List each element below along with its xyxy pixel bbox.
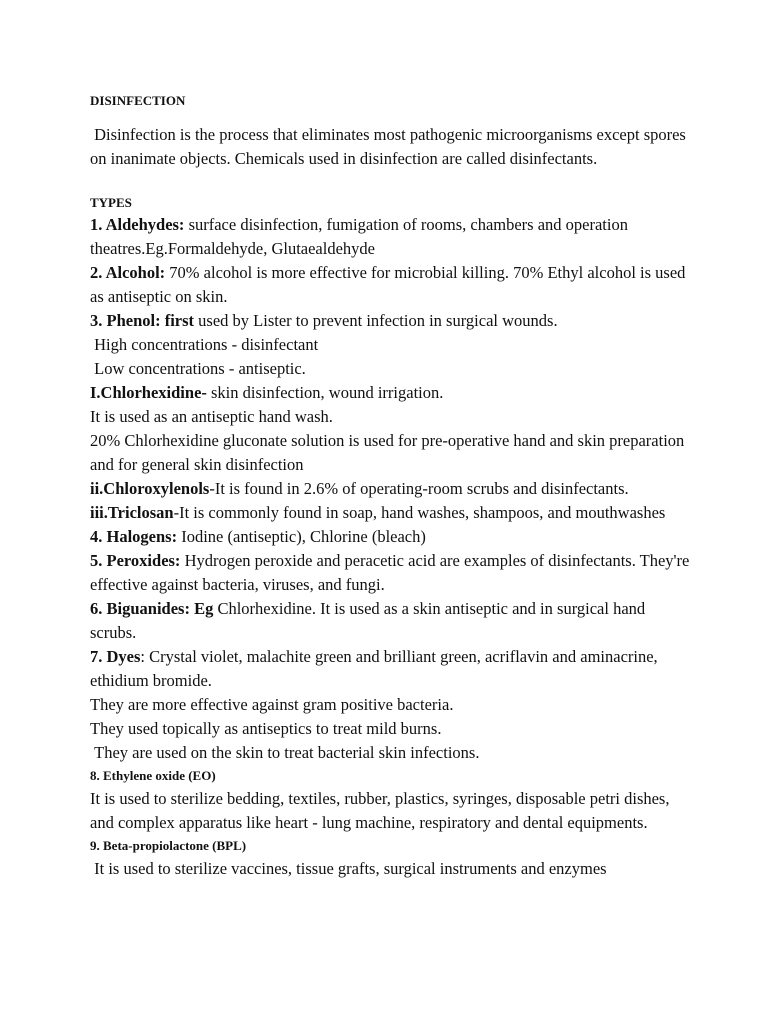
item-text: : Crystal violet, malachite green and brilliant green, acriflavin and aminacrine, ethidium bromide. [90, 647, 662, 690]
list-item [90, 597, 690, 645]
list-item [90, 717, 690, 741]
types-heading: TYPES [90, 195, 132, 210]
item-label: ii.Chloroxylenols [90, 479, 210, 498]
item-label: 2. Alcohol: [90, 263, 166, 282]
item-text: 20% Chlorhexidine gluconate solution is used for pre-operative hand and skin preparation and for general skin disinfection [90, 431, 689, 474]
section-text-ethylene-oxide: It is used to sterilize bedding, textiles, rubber, plastics, syringes, disposable petri dishes, and complex apparatus like heart - lung machine, respiratory and dental equipments. [90, 789, 674, 832]
list-item [90, 333, 690, 357]
item-text: -It is found in 2.6% of operating-room scrubs and disinfectants. [209, 479, 629, 498]
list-item [90, 357, 690, 381]
item-label: 7. Dyes [90, 647, 141, 666]
list-item [90, 213, 690, 261]
list-item [90, 477, 690, 501]
item-text: 70% alcohol is more effective for microbial killing. 70% Ethyl alcohol is used as antiseptic on skin. [90, 263, 690, 306]
item-label: 3. Phenol: first [90, 311, 195, 330]
item-text: High concentrations - disinfectant [90, 335, 319, 354]
list-item [90, 693, 690, 717]
item-text: They used topically as antiseptics to treat mild burns. [90, 719, 442, 738]
item-label: 4. Halogens: [90, 527, 178, 546]
list-item [90, 501, 690, 525]
section-heading-ethylene-oxide: 8. Ethylene oxide (EO) [90, 768, 216, 783]
list-item [90, 405, 690, 429]
section-text-beta-propiolactone: It is used to sterilize vaccines, tissue grafts, surgical instruments and enzymes [90, 859, 607, 878]
list-item [90, 261, 690, 309]
item-text: Hydrogen peroxide and peracetic acid are examples of disinfectants. They're effective against bacteria, viruses, and fungi. [90, 551, 694, 594]
intro-paragraph: Disinfection is the process that eliminates most pathogenic microorganisms except spores on inanimate objects. Chemicals used in disinfection are called disinfectants. [90, 125, 690, 168]
list-item [90, 429, 690, 477]
list-item [90, 525, 690, 549]
item-text: They are used on the skin to treat bacterial skin infections. [90, 743, 480, 762]
item-text: surface disinfection, fumigation of rooms, chambers and operation theatres.Eg.Formaldehyde, Glutaealdehyde [90, 215, 633, 258]
item-label: iii.Triclosan [90, 503, 174, 522]
item-label: 6. Biguanides: Eg [90, 599, 214, 618]
list-item [90, 309, 690, 333]
item-text: used by Lister to prevent infection in surgical wounds. [194, 311, 558, 330]
section-heading-beta-propiolactone: 9. Beta-propiolactone (BPL) [90, 838, 247, 853]
item-label: I.Chlorhexidine- [90, 383, 207, 402]
item-text: They are more effective against gram positive bacteria. [90, 695, 454, 714]
item-label: 1. Aldehydes: [90, 215, 185, 234]
item-text: skin disinfection, wound irrigation. [206, 383, 444, 402]
item-text: Low concentrations - antiseptic. [90, 359, 306, 378]
item-text: Iodine (antiseptic), Chlorine (bleach) [177, 527, 426, 546]
list-item [90, 549, 694, 597]
item-text: Chlorhexidine. It is used as a skin antiseptic and in surgical hand scrubs. [90, 599, 650, 642]
list-item [90, 645, 690, 693]
item-label: 5. Peroxides: [90, 551, 181, 570]
item-text: -It is commonly found in soap, hand washes, shampoos, and mouthwashes [173, 503, 666, 522]
item-text: It is used as an antiseptic hand wash. [90, 407, 333, 426]
types-list [90, 213, 694, 881]
list-item [90, 741, 690, 765]
document-title: DISINFECTION [90, 93, 186, 108]
list-item [90, 381, 690, 405]
